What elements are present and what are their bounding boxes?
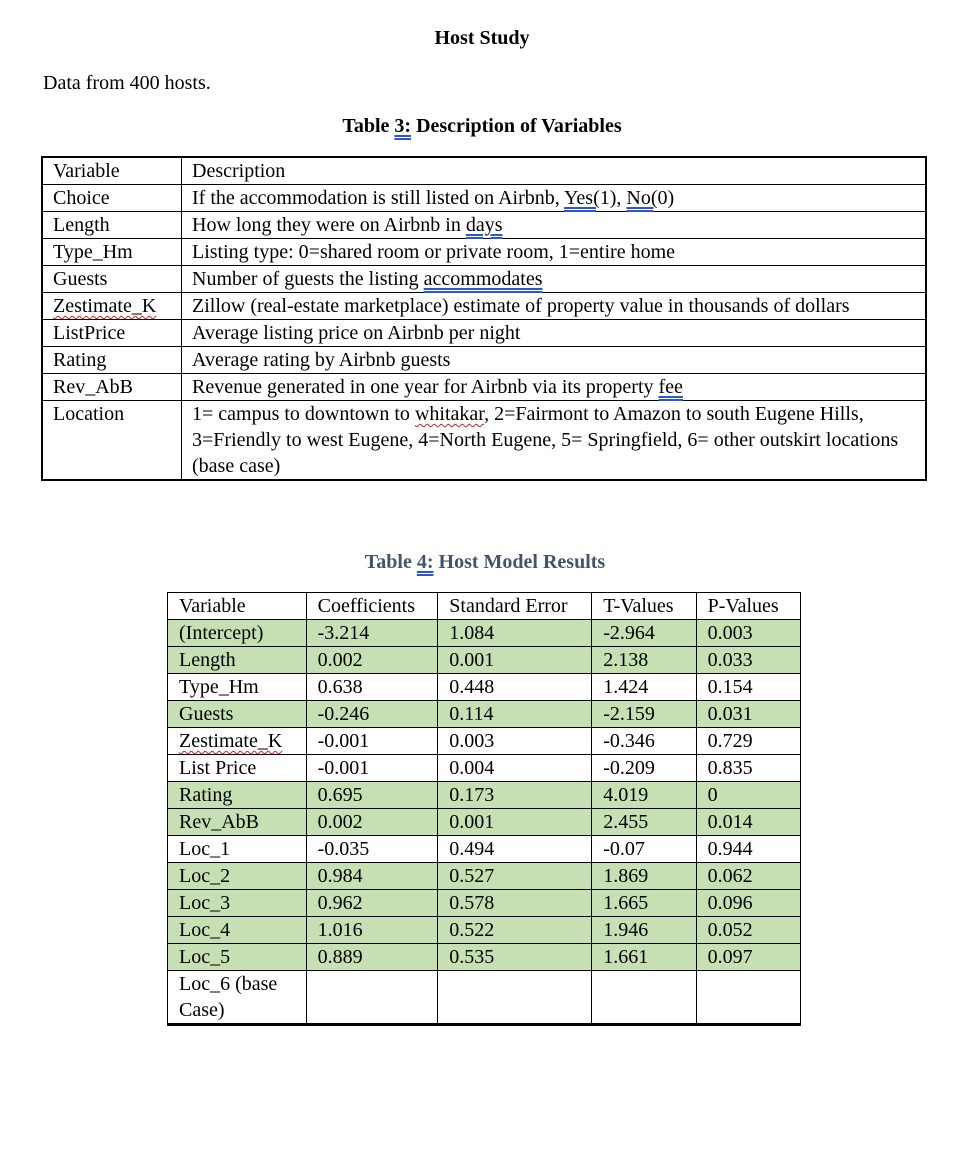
- header-cell: Standard Error: [438, 593, 592, 620]
- desc-marked: days: [465, 214, 503, 236]
- header-cell: P-Values: [696, 593, 800, 620]
- p-value-cell: 0.154: [696, 674, 800, 701]
- std-error-cell: 0.448: [438, 674, 592, 701]
- std-error-cell: 0.578: [438, 890, 592, 917]
- variable-cell: Loc_3: [168, 890, 307, 917]
- table-row: [168, 971, 801, 1025]
- t-value-cell: -0.209: [592, 755, 696, 782]
- std-error-cell: 0.003: [438, 728, 592, 755]
- variable-cell: Rating: [168, 782, 307, 809]
- p-value-cell: 0.033: [696, 647, 800, 674]
- table4-caption-number: 4:: [416, 551, 434, 573]
- header-cell: T-Values: [592, 593, 696, 620]
- variable-cell: Loc_6 (base Case): [168, 971, 307, 1025]
- table-row: [168, 674, 801, 701]
- t-value-cell: [592, 971, 696, 1025]
- header-cell: Description: [182, 157, 927, 185]
- table3-caption: [0, 115, 964, 138]
- std-error-cell: 0.494: [438, 836, 592, 863]
- desc-text: If the accommodation is still listed on Airbnb,: [192, 187, 564, 209]
- table-row: [42, 212, 926, 239]
- desc-marked: No(: [626, 187, 658, 209]
- p-value-cell: 0.835: [696, 755, 800, 782]
- t-value-cell: 2.455: [592, 809, 696, 836]
- variable-cell: ListPrice: [42, 320, 182, 347]
- std-error-cell: [438, 971, 592, 1025]
- desc-marked: accommodates: [423, 268, 543, 290]
- table3-caption-prefix: Table: [342, 115, 395, 137]
- desc-text: Revenue generated in one year for Airbnb via its property: [192, 376, 659, 398]
- table-header-row: [42, 157, 926, 185]
- std-error-cell: 0.001: [438, 809, 592, 836]
- desc-text: How long they were on Airbnb in: [192, 214, 466, 236]
- variable-cell: Choice: [42, 185, 182, 212]
- desc-text: 1= campus to downtown to: [192, 403, 415, 425]
- table-row: [42, 266, 926, 293]
- description-cell: Listing type: 0=shared room or private room, 1=entire home: [182, 239, 927, 266]
- p-value-cell: 0.096: [696, 890, 800, 917]
- variable-cell: Loc_5: [168, 944, 307, 971]
- description-cell: [182, 185, 927, 212]
- variable-cell: Loc_1: [168, 836, 307, 863]
- std-error-cell: 0.522: [438, 917, 592, 944]
- t-value-cell: 2.138: [592, 647, 696, 674]
- t-value-cell: -0.07: [592, 836, 696, 863]
- desc-text: Number of guests the listing: [192, 268, 424, 290]
- variable-cell: Location: [42, 401, 182, 481]
- coefficient-cell: -0.001: [306, 755, 438, 782]
- coefficient-cell: 0.889: [306, 944, 438, 971]
- table-row: [168, 890, 801, 917]
- t-value-cell: 1.661: [592, 944, 696, 971]
- variable-cell: Rev_AbB: [42, 374, 182, 401]
- coefficient-cell: 0.962: [306, 890, 438, 917]
- variable-cell: Length: [42, 212, 182, 239]
- table-row: [168, 701, 801, 728]
- std-error-cell: 0.114: [438, 701, 592, 728]
- t-value-cell: -2.159: [592, 701, 696, 728]
- variable-cell: [168, 728, 307, 755]
- description-cell: Average listing price on Airbnb per night: [182, 320, 927, 347]
- t-value-cell: 1.424: [592, 674, 696, 701]
- coefficient-cell: 0.638: [306, 674, 438, 701]
- table-row: [168, 647, 801, 674]
- std-error-cell: 0.173: [438, 782, 592, 809]
- table-row: [168, 944, 801, 971]
- variable-cell: Guests: [42, 266, 182, 293]
- model-results-table: [167, 592, 801, 1026]
- p-value-cell: 0.097: [696, 944, 800, 971]
- variable-cell: List Price: [168, 755, 307, 782]
- desc-marked: fee: [658, 376, 683, 398]
- t-value-cell: 1.665: [592, 890, 696, 917]
- p-value-cell: 0: [696, 782, 800, 809]
- p-value-cell: 0.003: [696, 620, 800, 647]
- table3-caption-number: 3:: [394, 115, 412, 137]
- table-row: [42, 239, 926, 266]
- variable-spellcheck: Zestimate_K: [53, 295, 157, 317]
- table-header-row: [168, 593, 801, 620]
- p-value-cell: 0.944: [696, 836, 800, 863]
- std-error-cell: 0.001: [438, 647, 592, 674]
- t-value-cell: -2.964: [592, 620, 696, 647]
- table-row: [42, 185, 926, 212]
- table-row: [42, 293, 926, 320]
- coefficient-cell: -0.001: [306, 728, 438, 755]
- desc-marked: Yes(: [563, 187, 600, 209]
- p-value-cell: 0.014: [696, 809, 800, 836]
- desc-text: , 2=Fairmont to Amazon to south Eugene Hills, 3=Friendly to west Eugene, 4=North Eugene, 5= Springfield, 6= other outskirt locations (base case): [192, 403, 899, 477]
- std-error-cell: 1.084: [438, 620, 592, 647]
- table-row: [168, 917, 801, 944]
- variable-cell: Type_Hm: [42, 239, 182, 266]
- table-row: [42, 401, 926, 481]
- table-row: [168, 620, 801, 647]
- description-cell: Zillow (real-estate marketplace) estimate of property value in thousands of dollars: [182, 293, 927, 320]
- coefficient-cell: 0.984: [306, 863, 438, 890]
- variable-cell: Type_Hm: [168, 674, 307, 701]
- variable-cell: Loc_2: [168, 863, 307, 890]
- std-error-cell: 0.004: [438, 755, 592, 782]
- variable-spellcheck: Zestimate_K: [179, 730, 283, 752]
- coefficient-cell: 1.016: [306, 917, 438, 944]
- coefficient-cell: -0.246: [306, 701, 438, 728]
- variable-cell: Loc_4: [168, 917, 307, 944]
- desc-spellcheck: whitakar: [414, 403, 485, 425]
- p-value-cell: 0.062: [696, 863, 800, 890]
- table-row: [168, 836, 801, 863]
- description-cell: [182, 212, 927, 239]
- variables-table: [41, 156, 927, 481]
- t-value-cell: -0.346: [592, 728, 696, 755]
- variable-cell: Rating: [42, 347, 182, 374]
- coefficient-cell: 0.002: [306, 809, 438, 836]
- table-row: [42, 320, 926, 347]
- table-row: [42, 374, 926, 401]
- coefficient-cell: -3.214: [306, 620, 438, 647]
- variable-cell: Length: [168, 647, 307, 674]
- desc-text: 1),: [599, 187, 627, 209]
- table-row: [168, 755, 801, 782]
- t-value-cell: 1.946: [592, 917, 696, 944]
- p-value-cell: 0.052: [696, 917, 800, 944]
- description-cell: [182, 401, 927, 481]
- header-cell: Variable: [42, 157, 182, 185]
- coefficient-cell: [306, 971, 438, 1025]
- variable-cell: Guests: [168, 701, 307, 728]
- description-cell: Average rating by Airbnb guests: [182, 347, 927, 374]
- header-cell: Coefficients: [306, 593, 438, 620]
- coefficient-cell: 0.002: [306, 647, 438, 674]
- table3-caption-text: Description of Variables: [411, 115, 622, 137]
- std-error-cell: 0.527: [438, 863, 592, 890]
- table4-caption: [0, 551, 964, 574]
- table4-caption-prefix: Table: [364, 551, 417, 573]
- variable-cell: [42, 293, 182, 320]
- p-value-cell: 0.031: [696, 701, 800, 728]
- coefficient-cell: -0.035: [306, 836, 438, 863]
- desc-text: 0): [657, 187, 675, 209]
- variable-cell: (Intercept): [168, 620, 307, 647]
- description-cell: [182, 374, 927, 401]
- p-value-cell: 0.729: [696, 728, 800, 755]
- table-row: [168, 863, 801, 890]
- t-value-cell: 1.869: [592, 863, 696, 890]
- header-cell: Variable: [168, 593, 307, 620]
- description-cell: [182, 266, 927, 293]
- intro-text: Data from 400 hosts.: [43, 72, 211, 94]
- table-row: [168, 809, 801, 836]
- coefficient-cell: 0.695: [306, 782, 438, 809]
- table-row: [168, 782, 801, 809]
- t-value-cell: 4.019: [592, 782, 696, 809]
- std-error-cell: 0.535: [438, 944, 592, 971]
- table-row: [42, 347, 926, 374]
- p-value-cell: [696, 971, 800, 1025]
- table-row: [168, 728, 801, 755]
- page-title: Host Study: [434, 27, 530, 49]
- table4-caption-text: Host Model Results: [433, 551, 606, 573]
- variable-cell: Rev_AbB: [168, 809, 307, 836]
